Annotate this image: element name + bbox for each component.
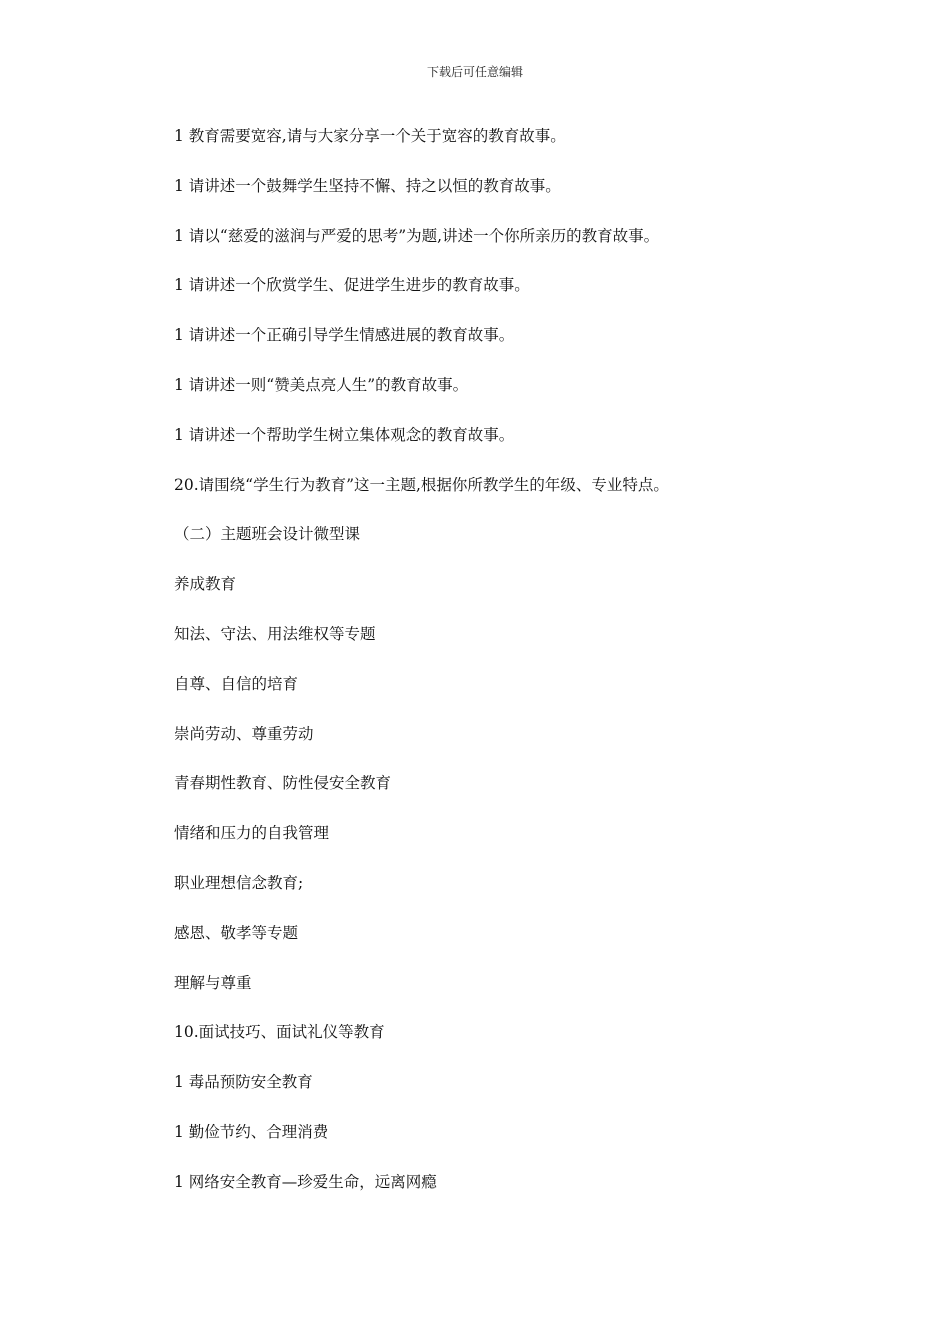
- text-line-2: 1 请讲述一个鼓舞学生坚持不懈、持之以恒的教育故事。: [174, 176, 561, 195]
- text-line-6: 1 请讲述一则“赞美点亮人生”的教育故事。: [174, 375, 469, 394]
- text-line-11: 知法、守法、用法维权等专题: [174, 624, 376, 643]
- section-heading: （二）主题班会设计微型课: [174, 525, 361, 544]
- text-line-3: 1 请以“慈爱的滋润与严爱的思考”为题,讲述一个你所亲历的教育故事。: [174, 226, 660, 245]
- text-line-20: 1 毒品预防安全教育: [174, 1073, 313, 1092]
- text-line-17: 感恩、敬孝等专题: [174, 923, 299, 942]
- text-line-8: 20.请围绕“学生行为教育”这一主题,根据你所教学生的年级、专业特点。: [174, 475, 669, 494]
- text-line-19: 10.面试技巧、面试礼仪等教育: [174, 1023, 385, 1042]
- text-line-12: 自尊、自信的培育: [174, 674, 299, 693]
- text-line-21: 1 勤俭节约、合理消费: [174, 1122, 329, 1141]
- text-line-16: 职业理想信念教育;: [174, 873, 304, 892]
- text-line-15: 情绪和压力的自我管理: [174, 824, 330, 843]
- text-line-7: 1 请讲述一个帮助学生树立集体观念的教育故事。: [174, 425, 515, 444]
- text-line-1: 1 教育需要宽容,请与大家分享一个关于宽容的教育故事。: [174, 127, 566, 145]
- text-line-10: 养成教育: [174, 575, 237, 594]
- text-line-13: 崇尚劳动、尊重劳动: [174, 724, 314, 743]
- text-line-22: 1 网络安全教育—珍爱生命，远离网瘾: [174, 1172, 437, 1191]
- text-line-4: 1 请讲述一个欣赏学生、促进学生进步的教育故事。: [174, 276, 530, 295]
- text-line-18: 理解与尊重: [174, 973, 252, 992]
- page-header: 下载后可任意编辑: [426, 65, 523, 79]
- text-line-5: 1 请讲述一个正确引导学生情感进展的教育故事。: [174, 326, 515, 345]
- text-line-14: 青春期性教育、防性侵安全教育: [174, 774, 392, 793]
- document-body: [174, 124, 874, 1220]
